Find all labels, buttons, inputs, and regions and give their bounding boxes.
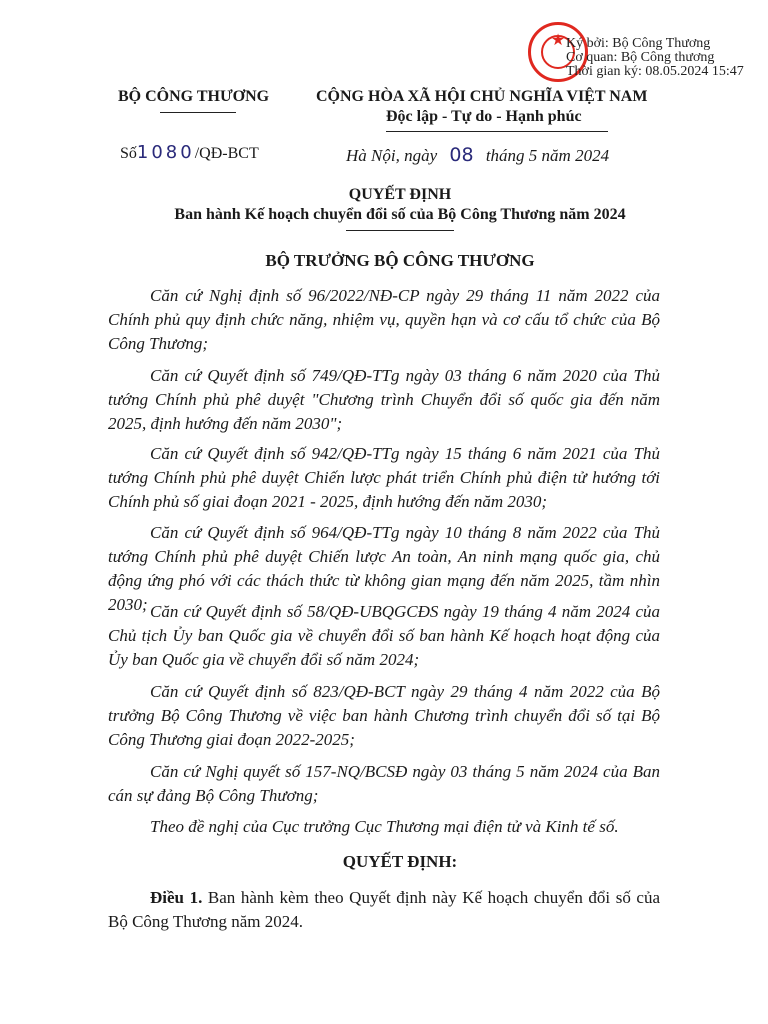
document-number-prefix: Số xyxy=(120,145,137,162)
signing-time-text: Thời gian ký: 08.05.2024 15:47 xyxy=(566,64,744,79)
motto-underline xyxy=(386,131,608,132)
preamble-text: Căn cứ Quyết định số 749/QĐ-TTg ngày 03 tháng 6 năm 2020 của Thủ tướng Chính phủ phê duyệt "Chương trình Chuyển đổi số quốc gia đến năm 2025, định hướng đến năm 2030"; xyxy=(108,366,660,433)
preamble-paragraph xyxy=(108,815,660,839)
preamble-text: Căn cứ Quyết định số 964/QĐ-TTg ngày 10 tháng 8 năm 2022 của Thủ tướng Chính phủ phê duyệt Chiến lược An toàn, An ninh mạng quốc gia, chủ động ứng phó với các thách thức từ không gian mạng đến năm 2025, tầm nhìn 2030; xyxy=(108,523,660,614)
ministry-name: BỘ CÔNG THƯƠNG xyxy=(118,88,270,105)
article-1-text: Ban hành kèm theo Quyết định này Kế hoạch chuyển đổi số của Bộ Công Thương năm 2024. xyxy=(108,888,661,931)
preamble-paragraph xyxy=(108,364,660,436)
preamble-text: Căn cứ Nghị quyết số 157-NQ/BCSĐ ngày 03 tháng 5 năm 2024 của Ban cán sự đảng Bộ Công Thương; xyxy=(108,762,660,805)
place-date-suffix: tháng 5 năm 2024 xyxy=(485,146,610,165)
ministry-underline xyxy=(160,112,236,113)
preamble-text: Căn cứ Quyết định số 58/QĐ-UBQGCĐS ngày 19 tháng 4 năm 2024 của Chủ tịch Ủy ban Quốc gia về chuyển đổi số ban hành Kế hoạch hoạt động của Ủy ban Quốc gia về chuyển đổi số năm 2024; xyxy=(108,602,660,669)
preamble-text: Căn cứ Quyết định số 823/QĐ-BCT ngày 29 tháng 4 năm 2022 của Bộ trưởng Bộ Công Thương về việc ban hành Chương trình chuyển đổi số tại Bộ Công Thương giai đoạn 2022-2025; xyxy=(108,682,660,749)
preamble-text: Căn cứ Quyết định số 942/QĐ-TTg ngày 15 tháng 6 năm 2021 của Thủ tướng Chính phủ phê duyệt Chiến lược phát triển Chính phủ điện tử hướng tới Chính phủ số giai đoạn 2021 - 2025, định hướng đến năm 2030; xyxy=(108,444,660,511)
preamble-paragraph xyxy=(108,760,660,808)
day-handwritten: 08 xyxy=(449,144,474,166)
preamble-paragraph xyxy=(108,284,660,356)
document-subtitle: Ban hành Kế hoạch chuyển đổi số của Bộ Công Thương năm 2024 xyxy=(174,206,626,223)
preamble-text: Căn cứ Nghị định số 96/2022/NĐ-CP ngày 29 tháng 11 năm 2022 của Chính phủ quy định chức năng, nhiệm vụ, quyền hạn và cơ cấu tổ chức của Bộ Công Thương; xyxy=(108,286,660,353)
star-icon: ★ xyxy=(550,30,566,49)
decision-heading: QUYẾT ĐỊNH: xyxy=(342,852,458,871)
signed-by-text: Ký bởi: Bộ Công Thương xyxy=(566,36,711,51)
document-number xyxy=(120,142,259,163)
article-1 xyxy=(108,886,660,934)
issuing-authority: BỘ TRƯỞNG BỘ CÔNG THƯƠNG xyxy=(265,251,535,270)
preamble-paragraph xyxy=(108,600,660,672)
signing-agency-text: Cơ quan: Bộ Công thương xyxy=(566,50,715,65)
preamble-text: Theo đề nghị của Cục trưởng Cục Thương mại điện tử và Kinh tế số. xyxy=(150,817,619,836)
place-date xyxy=(346,144,609,166)
preamble-paragraph xyxy=(108,442,660,514)
country-name: CỘNG HÒA XÃ HỘI CHỦ NGHĨA VIỆT NAM xyxy=(316,88,648,105)
article-1-label: Điều 1. xyxy=(150,888,203,907)
subtitle-underline xyxy=(346,230,454,231)
document-title: QUYẾT ĐỊNH xyxy=(348,186,452,203)
national-motto: Độc lập - Tự do - Hạnh phúc xyxy=(386,108,582,125)
preamble-paragraph xyxy=(108,680,660,752)
document-number-value: 1080 xyxy=(136,142,195,163)
document-number-suffix: /QĐ-BCT xyxy=(194,145,259,162)
place-date-prefix: Hà Nội, ngày xyxy=(346,146,438,165)
